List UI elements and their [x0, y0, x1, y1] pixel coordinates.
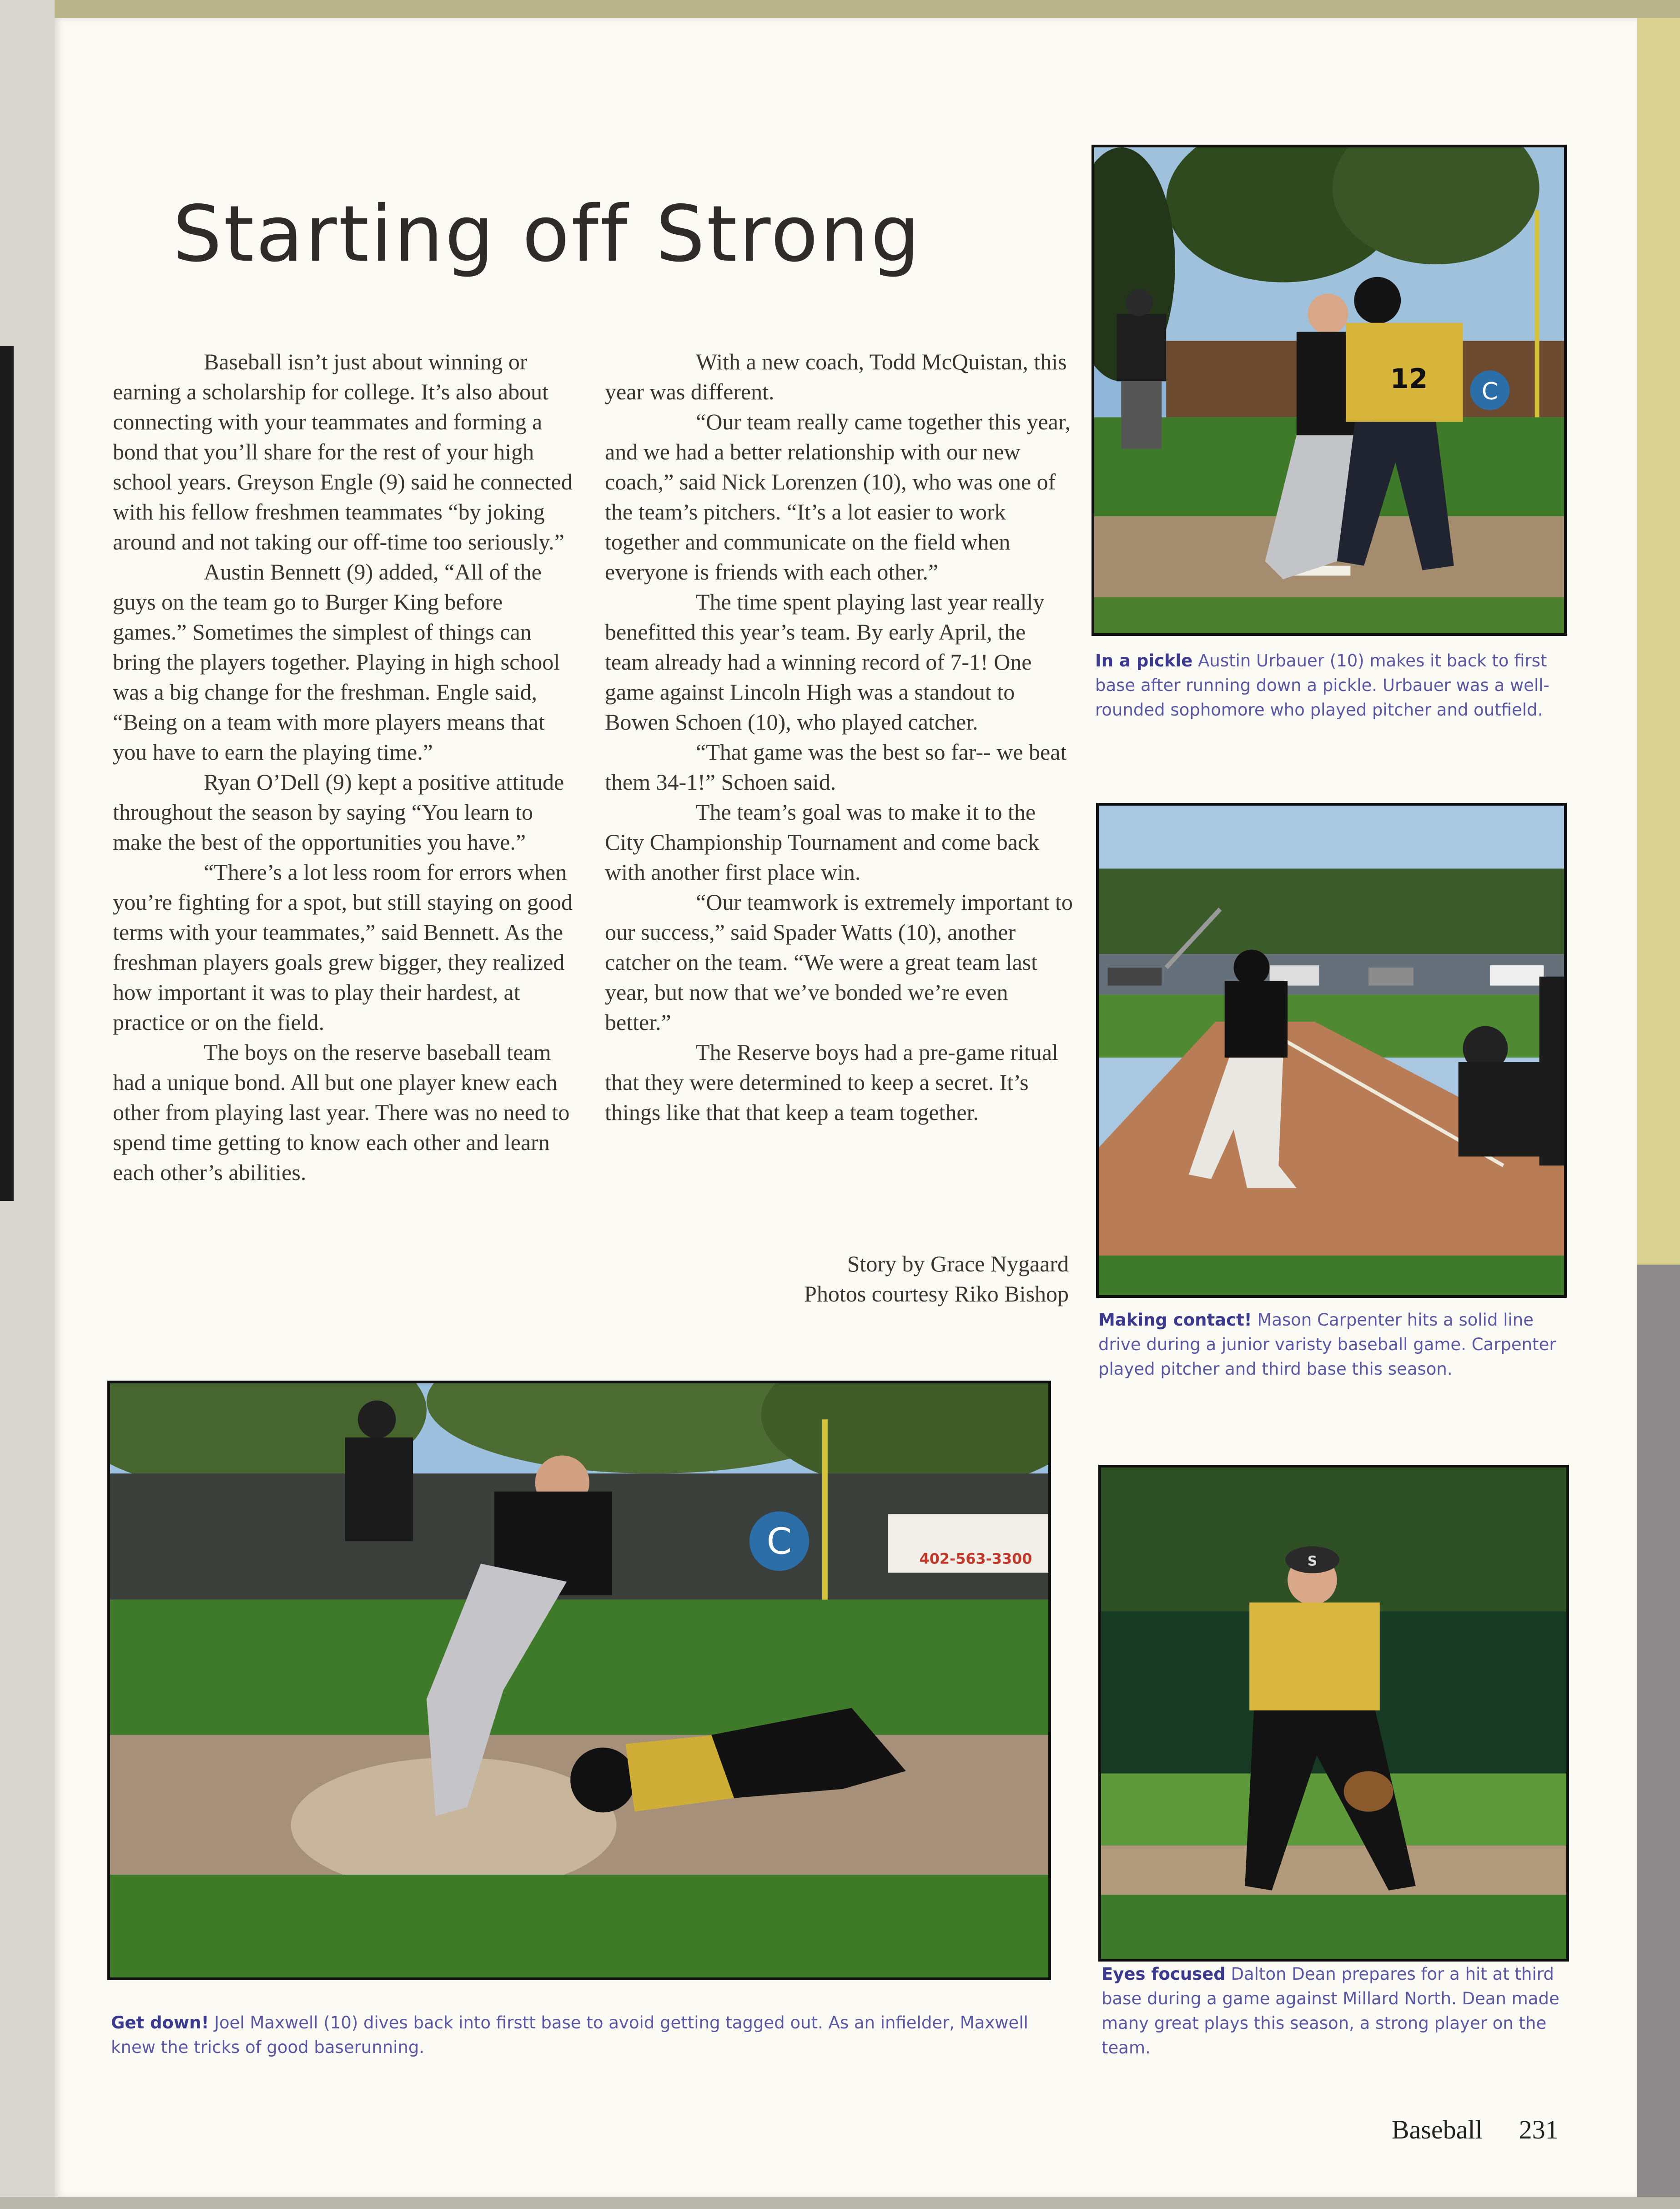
story-paragraph: The boys on the reserve baseball team had a unique bond. All but one player knew each other from playing last year. There was no need to spend time getting to know each other and learn each other’s abilities. — [113, 1039, 570, 1185]
story-paragraph: “That game was the best so far-- we beat them 34-1!” Schoen said. — [605, 739, 1067, 795]
section-name: Baseball — [1392, 2115, 1483, 2144]
cap-letter: S — [1307, 1553, 1318, 1569]
story-paragraph: With a new coach, Todd McQuistan, this year was different. — [605, 349, 1067, 404]
story-paragraph: The time spent playing last year really benefitted this year’s team. By early April, the team already had a winning record of 7-1! One game against Lincoln High was a standout to Bowen Schoen (10), who played catcher. — [605, 589, 1045, 735]
caption-lead: Eyes focused — [1102, 1964, 1226, 1984]
caption-text: Joel Maxwell (10) dives back into firstt base to avoid getting tagged out. As an infielder, Maxwell knew the tricks of good baserunning. — [111, 2013, 1028, 2057]
story-credits — [682, 1249, 1069, 1309]
story-paragraph: Ryan O’Dell (9) kept a positive attitude throughout the season by saying “You learn to make the best of the opportunities you have.” — [113, 769, 564, 855]
photo-credit: Photos courtesy Riko Bishop — [804, 1281, 1069, 1306]
page-folio — [1392, 2114, 1646, 2145]
story-credit: Story by Grace Nygaard — [847, 1251, 1069, 1276]
sign-phone: 402-563-3300 — [919, 1551, 1032, 1568]
photo-making-contact — [1096, 803, 1567, 1298]
gray-side-band — [1637, 1265, 1680, 2209]
caption-making-contact — [1098, 1308, 1571, 1382]
caption-lead: Making contact! — [1098, 1310, 1252, 1330]
story-paragraph: Austin Bennett (9) added, “All of the guys on the team go to Burger King before games.” Sometimes the simplest of things can bring the players together. Playing in high school was a big change for the freshman. Engle said, “Being on a team with more players means that you have to earn the playing time.” — [113, 559, 560, 765]
bottom-edge — [0, 2197, 1680, 2209]
yellow-side-band — [1637, 18, 1680, 1265]
page-title: Starting off Strong — [173, 189, 922, 279]
caption-text: Austin Urbauer (10) makes it back to first base after running down a pickle. Urbauer was a well-rounded sophomore who played pitcher and outfield. — [1095, 651, 1549, 720]
caption-lead: Get down! — [111, 2013, 209, 2032]
wall-letter: C — [766, 1520, 792, 1563]
photo-in-a-pickle — [1091, 145, 1567, 636]
left-page-shadow — [0, 346, 14, 1201]
story-paragraph: “Our teamwork is extremely important to our success,” said Spader Watts (10), another catcher on the team. “We were a great team last year, but now that we’ve bonded we’re even better.” — [605, 889, 1073, 1035]
caption-text: Mason Carpenter hits a solid line drive during a junior varisty baseball game. Carpenter played pitcher and third base this season. — [1098, 1310, 1556, 1379]
photo-get-down — [107, 1381, 1051, 1980]
photo-eyes-focused — [1098, 1465, 1569, 1962]
story-paragraph: “Our team really came together this year, and we had a better relationship with our new coach,” said Nick Lorenzen (10), who was one of the team’s pitchers. “It’s a lot easier to work together and communicate on the field when everyone is friends with each other.” — [605, 409, 1071, 585]
story-paragraph: Baseball isn’t just about winning or earning a scholarship for college. It’s also about connecting with your teammates and forming a bond that you’ll share for the rest of your high school years. Greyson Engle (9) said he connected with his fellow freshmen teammates “by joking around and not taking our off-time too seriously.” — [113, 349, 573, 555]
page-number: 231 — [1519, 2115, 1559, 2144]
caption-in-a-pickle — [1095, 649, 1568, 722]
story-paragraph: The team’s goal was to make it to the City Championship Tournament and come back with another first place win. — [605, 799, 1040, 885]
caption-get-down — [111, 2011, 1061, 2060]
caption-eyes-focused — [1102, 1962, 1574, 2060]
story-paragraph: “There’s a lot less room for errors when you’re fighting for a spot, but still staying on good terms with your teammates,” said Bennett. As the freshman players goals grew bigger, they realized how important it was to play their hardest, at practice or on the field. — [113, 859, 573, 1035]
story-paragraph: The Reserve boys had a pre-game ritual that they were determined to keep a secret. It’s things like that that keep a team together. — [605, 1039, 1058, 1125]
wall-letter: C — [1481, 378, 1498, 405]
caption-text: Dalton Dean prepares for a hit at third base during a game against Millard North. Dean made many great plays this season, a strong player on the team. — [1102, 1964, 1559, 2058]
caption-lead: In a pickle — [1095, 651, 1193, 671]
story-column-1 — [113, 347, 581, 1187]
story-column-2 — [605, 347, 1073, 1127]
jersey-number: 12 — [1390, 363, 1428, 395]
